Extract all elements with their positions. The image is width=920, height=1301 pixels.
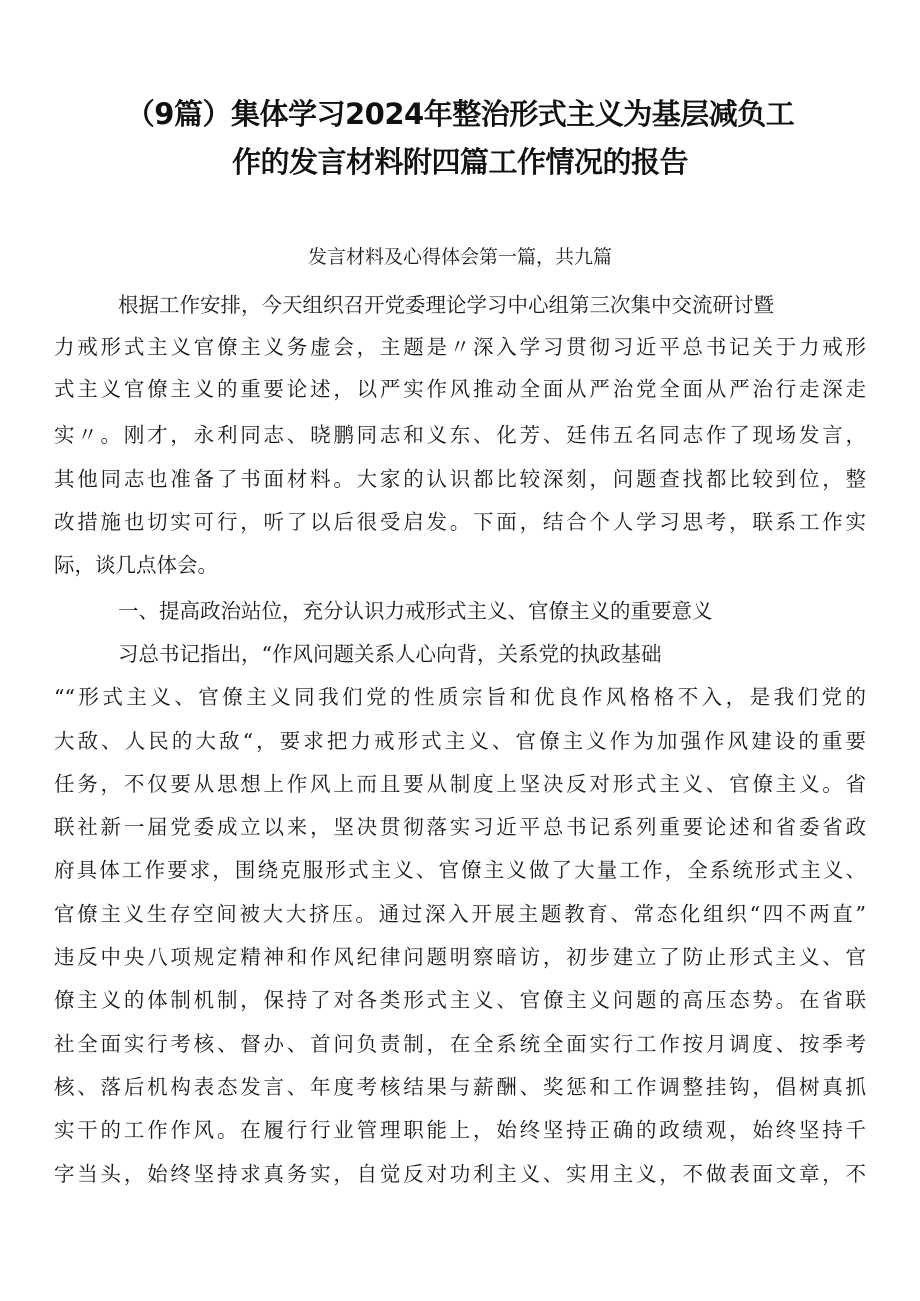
body-line: 僚主义的体制机制，保持了对各类形式主义、官僚主义问题的高压态势。在省联 xyxy=(54,988,866,1012)
body-line: 府具体工作要求，围绕克服形式主义、官僚主义做了大量工作，全系统形式主义、 xyxy=(54,858,866,882)
body-line: 力戒形式主义官僚主义务虚会，主题是〃深入学习贯彻习近平总书记关于力戒形 xyxy=(54,335,866,359)
body-line: 社全面实行考核、督办、首问负责制，在全系统全面实行工作按月调度、按季考 xyxy=(54,1032,866,1056)
body-line: 改措施也切实可行，听了以后很受启发。下面，结合个人学习思考，联系工作实 xyxy=(54,510,866,534)
section-heading: 一、提高政治站位，充分认识力戒形式主义、官僚主义的重要意义 xyxy=(118,599,713,623)
body-line: 违反中央八项规定精神和作风纪律问题明察暗访，初步建立了防止形式主义、官 xyxy=(54,945,866,969)
body-line: 实干的工作作风。在履行行业管理职能上，始终坚持正确的政绩观，始终坚持千 xyxy=(54,1118,866,1142)
document-title-line-2: 作的发言材料附四篇工作情况的报告 xyxy=(231,145,688,179)
body-line: 式主义官僚主义的重要论述，以严实作风推动全面从严治党全面从严治行走深走 xyxy=(54,377,866,401)
document-title-line-1: （9篇）集体学习2024年整治形式主义为基层减负工 xyxy=(125,97,795,131)
body-line: 际，谈几点体会。 xyxy=(54,553,218,577)
body-line: 联社新一届党委成立以来，坚决贯彻落实习近平总书记系列重要论述和省委省政 xyxy=(54,815,866,839)
body-line: 任务，不仅要从思想上作风上而且要从制度上坚决反对形式主义、官僚主义。省 xyxy=(54,772,866,796)
body-line: 核、落后机构表态发言、年度考核结果与薪酬、奖惩和工作调整挂钩，倡树真抓 xyxy=(54,1075,866,1099)
body-line: 字当头，始终坚持求真务实，自觉反对功利主义、实用主义，不做表面文章，不 xyxy=(54,1162,866,1186)
body-line: 根据工作安排，今天组织召开党委理论学习中心组第三次集中交流研讨暨 xyxy=(118,293,774,317)
body-line: 其他同志也准备了书面材料。大家的认识都比较深刻，问题查找都比较到位，整 xyxy=(54,467,866,491)
body-line: 习总书记指出，“作风问题关系人心向背，关系党的执政基础 xyxy=(118,642,662,666)
body-line: 大敌、人民的大敌“，要求把力戒形式主义、官僚主义作为加强作风建设的重要 xyxy=(54,729,866,753)
body-line: 官僚主义生存空间被大大挤压。通过深入开展主题教育、常态化组织“四不两直” xyxy=(54,902,866,926)
document-subtitle: 发言材料及心得体会第一篇，共九篇 xyxy=(307,246,612,268)
body-line: ““形式主义、官僚主义同我们党的性质宗旨和优良作风格格不入，是我们党的 xyxy=(54,685,866,709)
body-line: 实〃。刚才，永利同志、晓鹏同志和义东、化芳、廷伟五名同志作了现场发言， xyxy=(54,423,866,447)
